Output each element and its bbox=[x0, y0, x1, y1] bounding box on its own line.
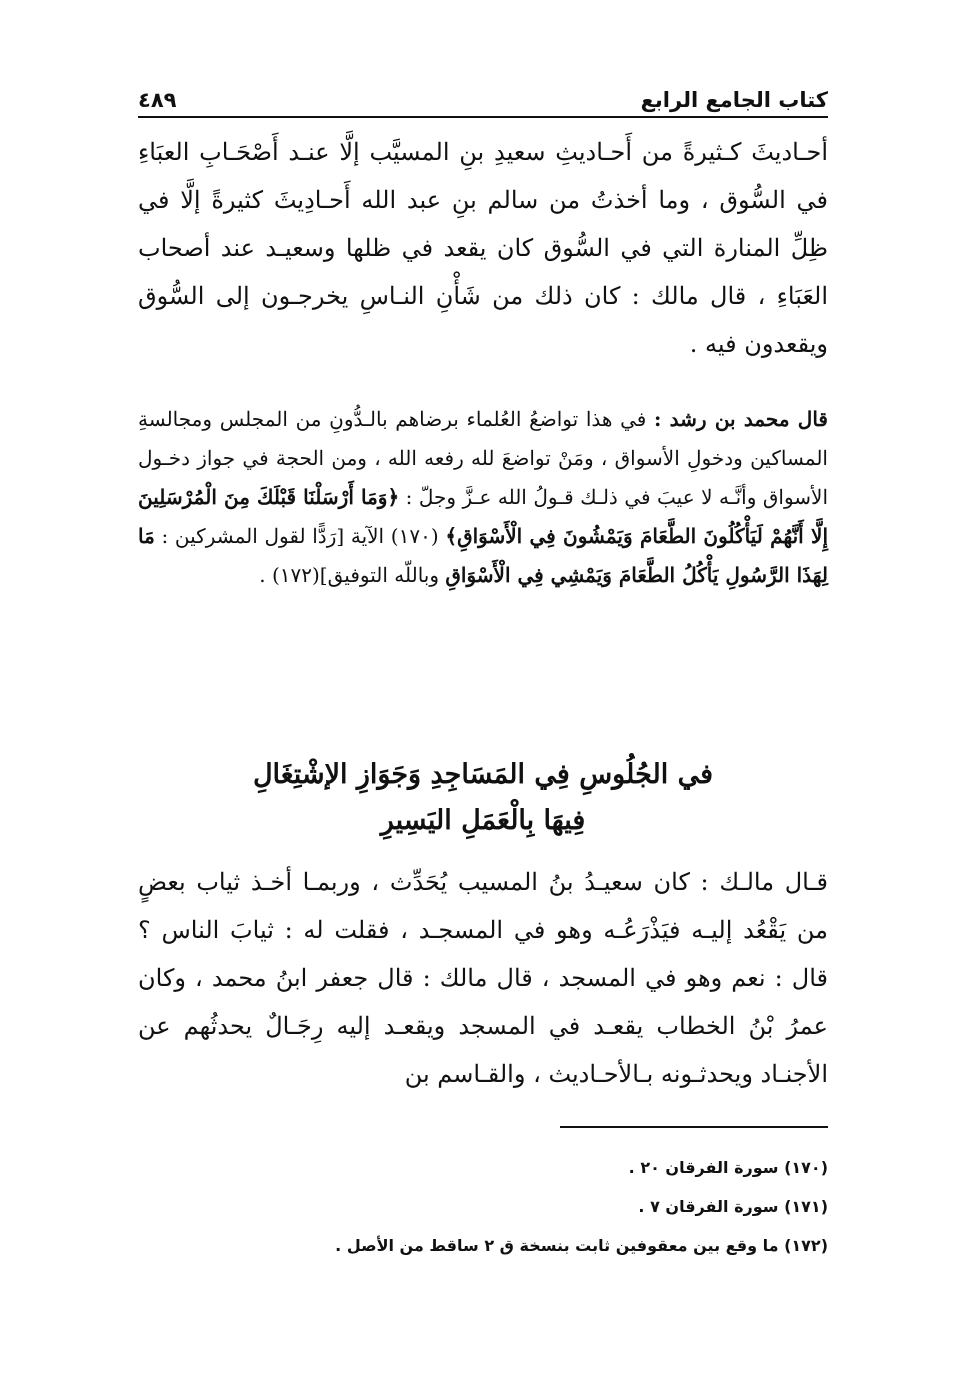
commentary-text-3: وباللّه التوفيق] bbox=[319, 563, 440, 587]
footnote-ref-170: (١٧٠) bbox=[390, 524, 439, 548]
paragraph-sitting-in-mosque: قـال مالـك : كان سعيـدُ بنُ المسيب يُحَدِّث ، وربمـا أخـذ ثياب بعضٍ من يَقْعُد إليـه فيَذْرَعُـه وهو في المسجـد ، فقلت له : ثيابَ الناس ؟ قال : نعم وهو في المسجد ، قال مالك : قال جعفر ابنُ محمد ، وكان عمرُ بْنُ الخطاب يقعـد في المسجد ويقعـد إليه رِجَـالٌ يحدثُهم عن الأجنـاد ويحدثـونه بـالأحـاديث ، والقـاسم بن bbox=[138, 868, 828, 1088]
commentary-text-2: الآية [رَدًّا لقول المشركين : bbox=[161, 524, 385, 548]
footnote-172: (١٧٢) ما وقع بين معقوفين ثابت بنسخة ق ٢ ساقط من الأصل . bbox=[335, 1236, 828, 1255]
header-rule bbox=[138, 116, 828, 118]
commentary-speaker: قال محمد بن رشد : bbox=[654, 407, 828, 431]
paragraph-malik-quote: أحـاديثَ كـثيرةً من أَحـاديثِ سعيدِ بنِ المسيَّب إلَّا عنـد أَصْحَـابِ العبَاءِ في السُّوق ، وما أخذتُ من سالم بنِ عبد الله أَحـادِيثَ كثيرةً إلَّا في ظِلِّ المنارة التي في السُّوق كان يقعد في ظلها وسعيـد عند أصحاب العَبَاءِ ، قال مالك : كان ذلك من شَأْنِ النـاسِ يخرجـون إلى السُّوق ويقعدون فيه . bbox=[138, 138, 828, 358]
footnote-170: (١٧٠) سورة الفرقان ٢٠ . bbox=[628, 1158, 828, 1177]
commentary-text: في هذا تواضعُ العُلماء برضاهم بالـدُّونِ من المجلس ومجالسةِ المساكين ودخولِ الأسواق ، ومَنْ تواضعَ لله رفعه الله ، ومن الحجة في جواز دخـول الأسواق وأنَّـه لا عيبَ في ذلـك قـولُ الله عـزَّ وجلّ : bbox=[138, 407, 828, 509]
page-number: ٤٨٩ bbox=[138, 88, 177, 112]
footnotes bbox=[138, 1148, 828, 1265]
running-title: كتاب الجامع الرابع bbox=[640, 88, 828, 112]
footnote-171: (١٧١) سورة الفرقان ٧ . bbox=[638, 1197, 828, 1216]
section-title bbox=[138, 752, 828, 844]
section-title-line-1: في الجُلُوسِ فِي المَسَاجِدِ وَجَوَازِ الإشْتِغَالِ bbox=[252, 759, 714, 790]
section-title-line-2: فِيهَا بِالْعَمَلِ اليَسِيرِ bbox=[380, 805, 586, 836]
quran-verse: ﴿وَمَا أَرْسَلْنَا قَبْلَكَ مِنَ الْمُرْسَلِينَ إِلَّا أَنَّهُمْ لَيَأْكُلُونَ الطَّعَامَ وَيَمْشُونَ فِي الْأَسْوَاقِ﴾ bbox=[138, 485, 828, 548]
footnote-ref-172: (١٧٢) bbox=[271, 563, 320, 587]
commentary-end: . bbox=[259, 563, 266, 587]
paragraph-ibn-rushd-commentary bbox=[138, 400, 828, 595]
quran-quote: مَا لِهَذَا الرَّسُولِ يَأْكُلُ الطَّعَامَ وَيَمْشِي فِي الْأَسْوَاقِ bbox=[138, 524, 828, 587]
page-header bbox=[138, 70, 828, 112]
footnote-rule bbox=[560, 1126, 828, 1128]
